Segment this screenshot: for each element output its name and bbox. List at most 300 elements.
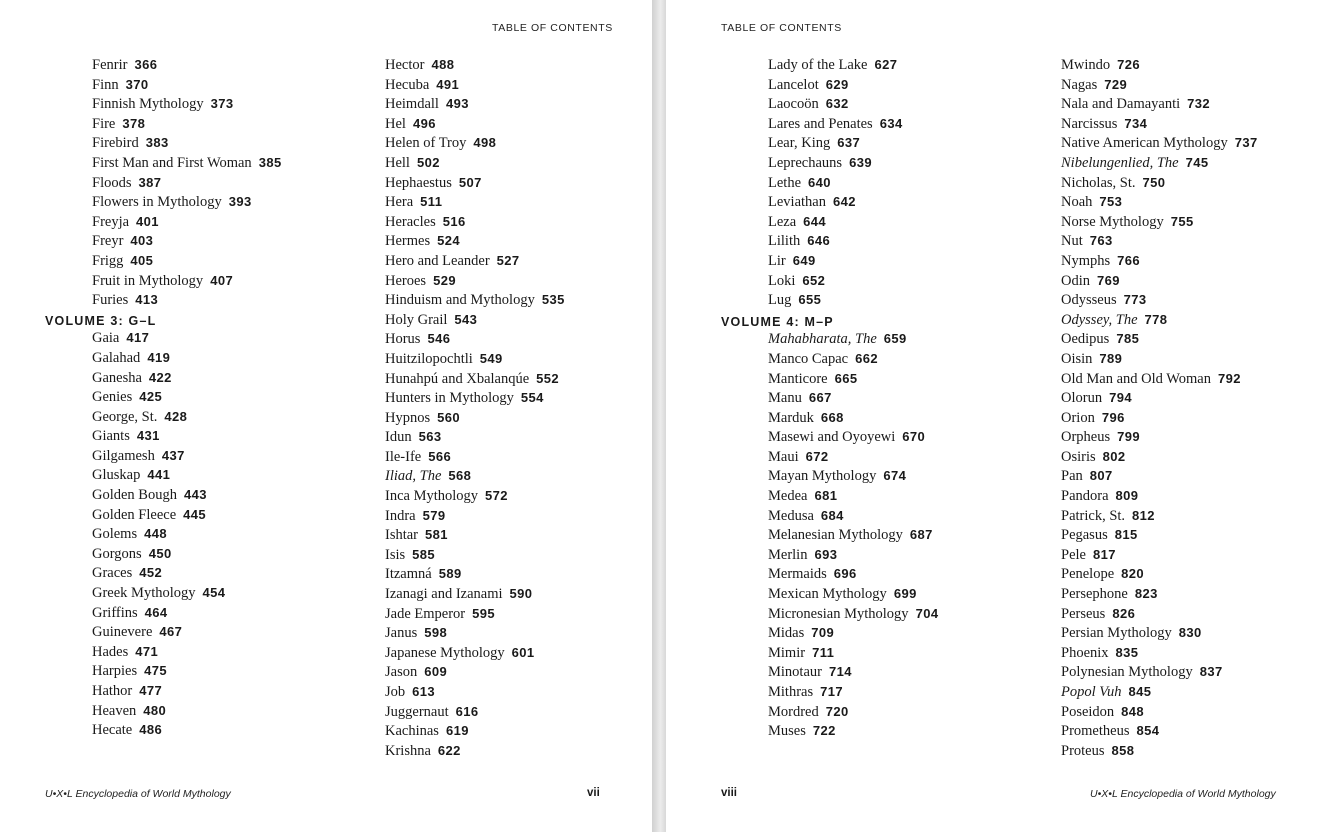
entry-title: Lir: [768, 252, 786, 269]
toc-entry: [92, 192, 282, 212]
entry-title: Persephone: [1061, 586, 1128, 603]
entry-title: Horus: [385, 331, 421, 348]
toc-entry: [1061, 212, 1258, 232]
volume-heading: VOLUME 3: G–L: [45, 313, 157, 328]
entry-title: Pele: [1061, 546, 1086, 563]
entry-page-number: 737: [1234, 135, 1258, 151]
entry-page-number: 726: [1117, 57, 1141, 72]
entry-title: Lethe: [768, 174, 802, 191]
entry-page-number: 812: [1132, 507, 1155, 523]
entry-page-number: 366: [134, 57, 158, 72]
toc-entry: [385, 741, 565, 761]
entry-title: Nagas: [1061, 76, 1098, 93]
toc-entry: [92, 290, 282, 310]
entry-page-number: 823: [1134, 586, 1158, 602]
entry-title: Lancelot: [768, 76, 819, 93]
entry-page-number: 613: [412, 684, 436, 699]
toc-list: [721, 329, 938, 740]
entry-title: Patrick, St.: [1061, 507, 1126, 524]
toc-entry: [768, 192, 938, 212]
entry-page-number: 441: [147, 467, 171, 483]
entry-title: Pan: [1061, 468, 1083, 485]
entry-title: Genies: [92, 389, 133, 406]
entry-page-number: 809: [1115, 488, 1139, 504]
toc-entry: [768, 173, 938, 193]
entry-page-number: 766: [1117, 252, 1141, 268]
entry-title: Golden Bough: [92, 487, 177, 504]
entry-title: Oisin: [1061, 350, 1093, 367]
toc-entry: [385, 173, 565, 193]
entry-page-number: 502: [416, 154, 440, 170]
toc-entry: [385, 369, 565, 389]
entry-page-number: 590: [509, 586, 533, 602]
page-number: viii: [721, 787, 737, 799]
entry-page-number: 693: [814, 546, 838, 562]
entry-page-number: 498: [473, 135, 497, 151]
toc-entry: [1061, 388, 1258, 408]
toc-entry: [768, 545, 938, 565]
toc-entry: [1061, 231, 1258, 251]
entry-page-number: 720: [825, 703, 849, 719]
toc-entry: [92, 661, 282, 681]
entry-title: Orion: [1061, 409, 1095, 426]
entry-page-number: 563: [418, 429, 442, 445]
entry-title: Frigg: [92, 252, 124, 269]
toc-entry: [1061, 506, 1258, 526]
toc-entry: [92, 583, 282, 603]
toc-entry: [1061, 75, 1258, 95]
entry-title: Heimdall: [385, 96, 439, 113]
entry-page-number: 711: [812, 644, 835, 660]
toc-entry: [385, 75, 565, 95]
entry-title: Golden Fleece: [92, 506, 177, 523]
entry-page-number: 609: [424, 664, 448, 680]
entry-title: Medusa: [768, 507, 814, 524]
entry-title: Mayan Mythology: [768, 468, 877, 485]
entry-page-number: 627: [874, 57, 898, 72]
entry-page-number: 419: [147, 349, 171, 365]
toc-entry: [768, 153, 938, 173]
toc-entry: [768, 271, 938, 291]
entry-page-number: 572: [485, 488, 508, 504]
entry-title: Fruit in Mythology: [92, 272, 204, 289]
toc-entry: [768, 114, 938, 134]
toc-entry: [92, 544, 282, 564]
entry-title: Japanese Mythology: [385, 644, 505, 661]
toc-entry: [768, 408, 938, 428]
entry-title: Galahad: [92, 349, 141, 366]
toc-entry: [768, 506, 938, 526]
toc-entry: [92, 55, 282, 75]
toc-entry: [385, 662, 565, 682]
toc-entry: [1061, 584, 1258, 604]
entry-title: Finn: [92, 76, 119, 93]
entry-title: Krishna: [385, 742, 431, 759]
toc-entry: [92, 94, 282, 114]
entry-title: Helen of Troy: [385, 135, 467, 152]
toc-entry: [768, 55, 938, 75]
entry-page-number: 464: [144, 604, 168, 620]
toc-entry: [1061, 271, 1258, 291]
entry-page-number: 425: [139, 389, 163, 405]
entry-title: Hathor: [92, 683, 133, 699]
toc-entry: [768, 251, 938, 271]
entry-page-number: 699: [893, 586, 917, 602]
entry-title: Golems: [92, 526, 138, 543]
toc-entry: [385, 466, 565, 486]
toc-entry: [768, 584, 938, 604]
entry-page-number: 401: [136, 213, 159, 229]
entry-page-number: 667: [808, 390, 832, 406]
entry-title: Phoenix: [1061, 644, 1109, 661]
entry-title: Gluskap: [92, 467, 141, 484]
toc-entry: [385, 251, 565, 271]
volume-heading: VOLUME 4: M–P: [721, 314, 834, 329]
toc-entry: [1061, 447, 1258, 467]
toc-entry: [385, 584, 565, 604]
entry-page-number: 373: [210, 96, 234, 112]
entry-page-number: 370: [125, 76, 149, 92]
entry-page-number: 729: [1104, 76, 1128, 92]
entry-title: Maui: [768, 448, 799, 465]
entry-page-number: 665: [834, 370, 858, 386]
toc-entry: [385, 329, 565, 349]
entry-title: Huitzilopochtli: [385, 350, 473, 367]
toc-entry: [1061, 486, 1258, 506]
entry-title: Lares and Penates: [768, 115, 873, 132]
entry-title: Hermes: [385, 233, 431, 250]
entry-page-number: 755: [1170, 213, 1194, 229]
entry-title: Lilith: [768, 233, 801, 250]
entry-page-number: 785: [1116, 331, 1140, 347]
entry-title: Jason: [385, 664, 418, 681]
entry-title: Orpheus: [1061, 429, 1111, 446]
entry-title: Muses: [768, 723, 806, 740]
entry-title: Native American Mythology: [1061, 135, 1228, 152]
entry-page-number: 820: [1121, 566, 1145, 582]
entry-title: Furies: [92, 292, 129, 309]
entry-title: Hades: [92, 643, 129, 660]
toc-entry: [768, 564, 938, 584]
toc-entry: [92, 348, 282, 368]
entry-page-number: 601: [511, 644, 535, 660]
entry-page-number: 830: [1178, 625, 1202, 641]
toc-entry: [1061, 682, 1258, 702]
toc-entry: [768, 369, 938, 389]
entry-title: Poseidon: [1061, 703, 1115, 720]
entry-page-number: 585: [412, 546, 436, 562]
toc-entry: [1061, 623, 1258, 643]
entry-page-number: 529: [433, 272, 456, 288]
toc-entry: [92, 465, 282, 485]
entry-title: Juggernaut: [385, 703, 449, 720]
entry-title: Mithras: [768, 684, 814, 700]
entry-title: Pegasus: [1061, 527, 1108, 544]
entry-page-number: 796: [1101, 409, 1125, 425]
entry-title: Idun: [385, 429, 412, 446]
entry-title: Floods: [92, 174, 132, 191]
toc-entry: [768, 290, 938, 310]
toc-entry: [92, 446, 282, 466]
entry-page-number: 734: [1124, 115, 1148, 131]
entry-title: Lady of the Lake: [768, 57, 868, 73]
entry-title: Odysseus: [1061, 292, 1117, 309]
toc-entry: [1061, 133, 1258, 153]
entry-title: Fenrir: [92, 57, 128, 73]
entry-page-number: 835: [1115, 644, 1139, 660]
entry-page-number: 413: [135, 292, 159, 308]
entry-page-number: 858: [1111, 742, 1135, 758]
entry-page-number: 595: [472, 605, 496, 621]
entry-title: Odin: [1061, 272, 1090, 289]
entry-page-number: 662: [855, 350, 879, 366]
toc-entry: [1061, 702, 1258, 722]
toc-entry: [768, 643, 938, 663]
toc-column-2: [385, 55, 565, 760]
toc-entry: [385, 486, 565, 506]
toc-entry: [1061, 153, 1258, 173]
entry-title: Oedipus: [1061, 331, 1110, 348]
toc-entry: [92, 720, 282, 740]
toc-entry: [1061, 94, 1258, 114]
entry-title: Marduk: [768, 409, 814, 426]
entry-title: Griffins: [92, 604, 138, 621]
entry-title: Midas: [768, 625, 805, 642]
toc-entry: [385, 271, 565, 291]
toc-list: [385, 55, 565, 760]
entry-page-number: 445: [183, 506, 207, 522]
entry-title: Gaia: [92, 330, 120, 347]
entry-title: Gilgamesh: [92, 447, 155, 464]
entry-page-number: 826: [1112, 605, 1136, 621]
toc-entry: [92, 485, 282, 505]
entry-title: Nut: [1061, 233, 1083, 250]
entry-page-number: 581: [425, 527, 448, 543]
entry-page-number: 566: [428, 448, 452, 464]
entry-page-number: 637: [837, 135, 861, 151]
entry-page-number: 387: [138, 174, 162, 190]
toc-entry: [1061, 662, 1258, 682]
entry-title: Leprechauns: [768, 154, 843, 171]
entry-page-number: 704: [915, 605, 939, 621]
entry-title: Firebird: [92, 135, 139, 152]
toc-entry: [1061, 55, 1258, 75]
entry-page-number: 579: [422, 507, 446, 523]
entry-title: Olorun: [1061, 390, 1103, 407]
entry-page-number: 552: [536, 370, 560, 386]
entry-page-number: 634: [879, 115, 903, 131]
entry-title: Graces: [92, 565, 133, 582]
entry-title: Fire: [92, 115, 116, 132]
entry-page-number: 535: [541, 292, 565, 308]
right-page: [666, 0, 1321, 832]
entry-page-number: 687: [909, 527, 933, 543]
entry-page-number: 845: [1128, 684, 1152, 699]
entry-page-number: 722: [812, 723, 836, 739]
entry-title: Ganesha: [92, 369, 142, 386]
entry-page-number: 454: [202, 585, 226, 601]
toc-entry: [385, 721, 565, 741]
toc-entry: [92, 153, 282, 173]
toc-entry: [1061, 310, 1258, 330]
entry-page-number: 443: [183, 487, 207, 503]
toc-entry: [92, 524, 282, 544]
entry-title: Hel: [385, 115, 406, 132]
toc-entry: [385, 231, 565, 251]
toc-entry: [768, 212, 938, 232]
entry-title: Job: [385, 684, 406, 700]
entry-title: Freyja: [92, 213, 130, 230]
toc-list: [45, 328, 282, 739]
entry-page-number: 732: [1187, 96, 1211, 112]
toc-entry: [768, 486, 938, 506]
entry-title: Nymphs: [1061, 252, 1111, 269]
running-head: TABLE OF CONTENTS: [721, 22, 842, 34]
entry-page-number: 403: [130, 233, 154, 249]
entry-page-number: 652: [802, 272, 826, 288]
entry-title: Ishtar: [385, 527, 419, 544]
entry-title: Flowers in Mythology: [92, 194, 222, 211]
toc-entry: [768, 604, 938, 624]
entry-page-number: 393: [228, 194, 252, 210]
entry-page-number: 670: [902, 429, 926, 445]
toc-entry: [385, 525, 565, 545]
left-page: [0, 0, 652, 832]
entry-title: Greek Mythology: [92, 585, 196, 602]
entry-page-number: 471: [135, 643, 159, 659]
entry-page-number: 516: [442, 213, 466, 229]
entry-title: Mwindo: [1061, 57, 1111, 73]
toc-entry: [385, 643, 565, 663]
entry-title: Itzamná: [385, 566, 432, 583]
toc-entry: [92, 622, 282, 642]
toc-entry: [1061, 114, 1258, 134]
entry-page-number: 568: [448, 468, 472, 484]
entry-page-number: 684: [820, 507, 844, 523]
entry-page-number: 799: [1117, 429, 1141, 445]
entry-title: Isis: [385, 546, 406, 563]
entry-title: Hecuba: [385, 76, 430, 93]
toc-entry: [1061, 604, 1258, 624]
entry-page-number: 383: [145, 135, 169, 151]
page-number: vii: [587, 787, 600, 799]
entry-page-number: 837: [1199, 664, 1223, 680]
entry-page-number: 668: [820, 409, 844, 425]
entry-title: Merlin: [768, 546, 808, 563]
toc-entry: [385, 682, 565, 702]
entry-page-number: 640: [808, 174, 831, 190]
entry-page-number: 560: [437, 409, 461, 425]
toc-entry: [92, 271, 282, 291]
toc-entry: [1061, 564, 1258, 584]
entry-page-number: 789: [1099, 350, 1123, 366]
entry-title: Narcissus: [1061, 115, 1118, 132]
toc-entry: [92, 426, 282, 446]
toc-entry: [1061, 192, 1258, 212]
entry-title: Noah: [1061, 194, 1093, 211]
entry-page-number: 681: [814, 488, 838, 504]
toc-entry: [768, 329, 938, 349]
entry-title: Persian Mythology: [1061, 625, 1172, 642]
entry-title: Hell: [385, 154, 410, 171]
entry-page-number: 753: [1099, 194, 1123, 210]
entry-page-number: 622: [437, 742, 461, 758]
entry-title: Manco Capac: [768, 350, 849, 367]
toc-entry: [385, 408, 565, 428]
entry-page-number: 674: [883, 468, 907, 484]
toc-entry: [768, 447, 938, 467]
toc-entry: [385, 94, 565, 114]
toc-entry: [385, 153, 565, 173]
entry-page-number: 745: [1185, 154, 1209, 170]
toc-column-1: [721, 55, 938, 741]
entry-title: Lug: [768, 292, 792, 309]
toc-entry: [768, 466, 938, 486]
entry-title: Heaven: [92, 702, 137, 719]
toc-entry: [385, 702, 565, 722]
toc-entry: [92, 642, 282, 662]
entry-page-number: 405: [130, 252, 154, 268]
toc-entry: [92, 173, 282, 193]
entry-title: Guinevere: [92, 624, 153, 641]
toc-entry: [1061, 329, 1258, 349]
entry-page-number: 407: [210, 272, 234, 288]
toc-entry: [1061, 741, 1258, 761]
toc-list: [721, 55, 938, 310]
toc-entry: [385, 133, 565, 153]
entry-title: Hephaestus: [385, 174, 452, 191]
toc-entry: [1061, 643, 1258, 663]
entry-title: First Man and First Woman: [92, 154, 252, 171]
entry-page-number: 475: [144, 663, 167, 679]
toc-entry: [768, 682, 938, 702]
toc-column-1: [45, 55, 282, 740]
entry-title: Hunahpú and Xbalanqúe: [385, 370, 530, 387]
entry-title: Mimir: [768, 644, 806, 661]
entry-page-number: 589: [438, 566, 462, 582]
entry-title: Perseus: [1061, 605, 1106, 622]
toc-column-2: [1061, 55, 1258, 760]
entry-title: Giants: [92, 428, 130, 445]
entry-page-number: 709: [811, 625, 835, 641]
entry-page-number: 496: [412, 115, 436, 131]
entry-page-number: 616: [455, 703, 479, 719]
entry-page-number: 422: [148, 369, 172, 385]
entry-title: Minotaur: [768, 664, 822, 681]
toc-entry: [768, 231, 938, 251]
entry-page-number: 417: [126, 330, 150, 346]
entry-title: Norse Mythology: [1061, 213, 1164, 230]
entry-page-number: 385: [258, 154, 282, 170]
entry-title: Odyssey, The: [1061, 311, 1138, 328]
entry-title: Inca Mythology: [385, 488, 479, 505]
toc-entry: [385, 604, 565, 624]
toc-entry: [1061, 545, 1258, 565]
toc-entry: [1061, 290, 1258, 310]
toc-entry: [92, 114, 282, 134]
toc-entry: [92, 75, 282, 95]
toc-entry: [385, 623, 565, 643]
toc-entry: [1061, 408, 1258, 428]
toc-entry: [1061, 173, 1258, 193]
entry-page-number: 437: [161, 447, 185, 463]
toc-entry: [768, 388, 938, 408]
entry-page-number: 511: [420, 194, 443, 210]
entry-title: Nala and Damayanti: [1061, 96, 1181, 113]
entry-page-number: 491: [436, 76, 460, 92]
entry-title: Nibelungenlied, The: [1061, 154, 1179, 171]
toc-entry: [92, 407, 282, 427]
